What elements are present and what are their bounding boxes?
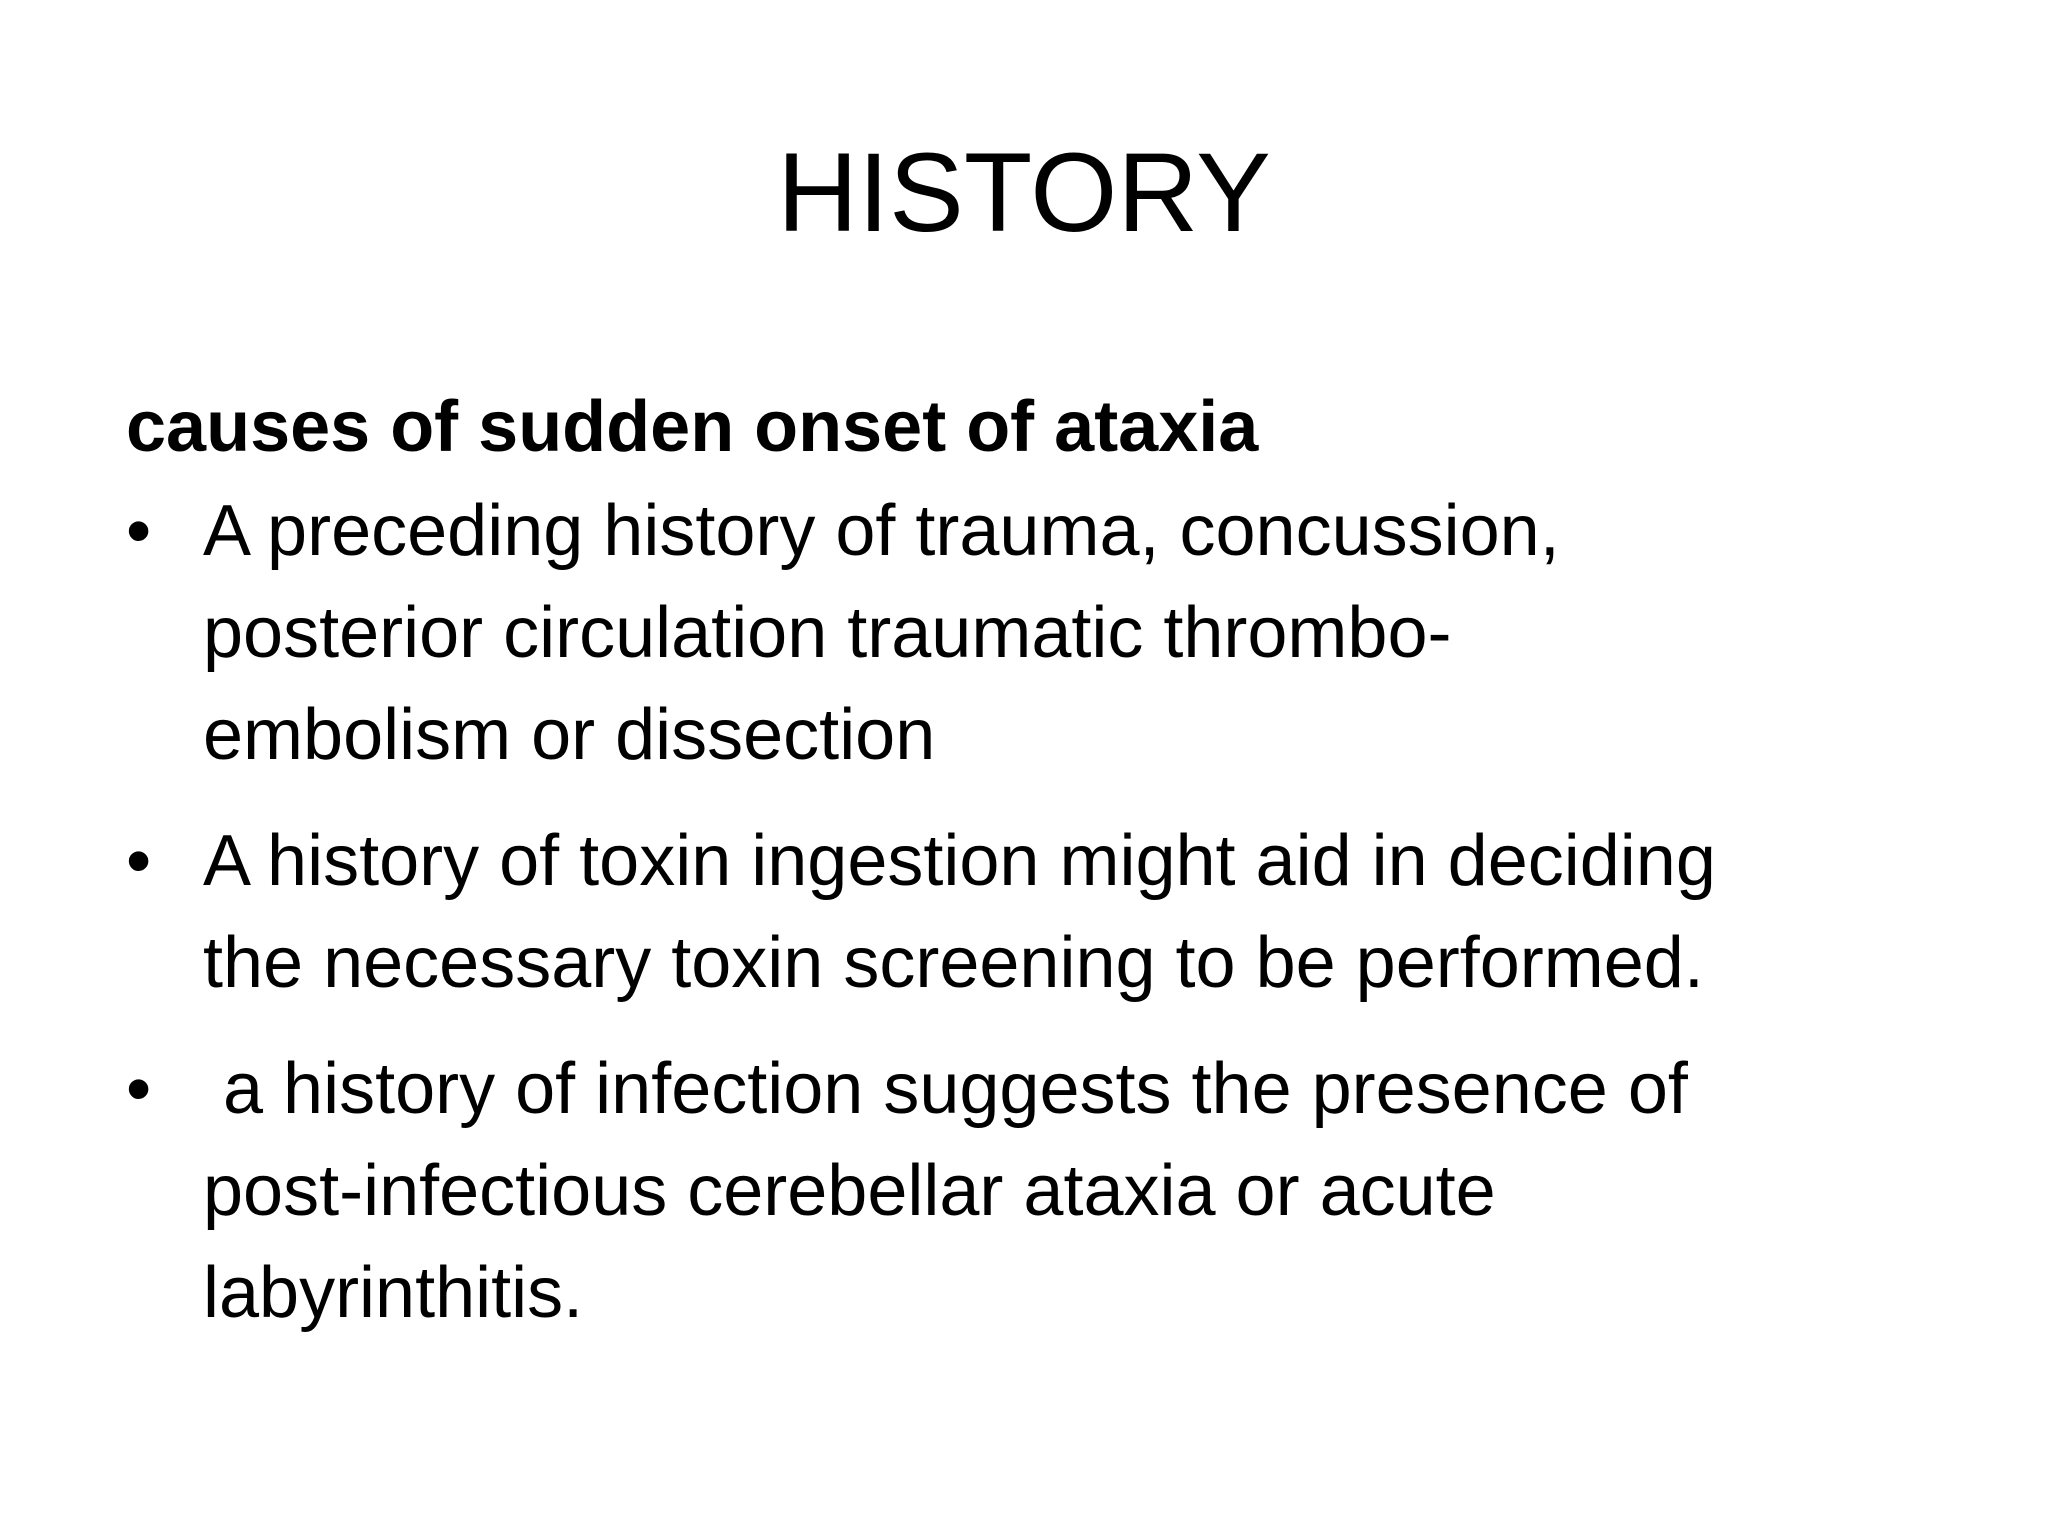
bullet-line: A preceding history of trauma, concussion, [203, 491, 1560, 571]
bullet-line: posterior circulation traumatic thrombo- [203, 593, 1452, 673]
bullet-line: labyrinthitis. [203, 1253, 584, 1333]
bullet-dot-icon: • [126, 491, 152, 571]
bullet-item-trauma [126, 480, 1926, 786]
slide-title: HISTORY [777, 130, 1271, 255]
bullet-line: A history of toxin ingestion might aid in deciding [203, 821, 1716, 901]
bullet-dot-icon: • [126, 821, 152, 901]
bullet-item-infection [126, 1038, 1926, 1344]
bullet-line: post-infectious cerebellar ataxia or acute [203, 1151, 1496, 1231]
bullet-list [126, 480, 1926, 1344]
bullet-line: embolism or dissection [203, 695, 936, 775]
bullet-item-toxin [126, 810, 1926, 1014]
bullet-line: the necessary toxin screening to be performed. [203, 923, 1704, 1003]
bullet-line: a history of infection suggests the presence of [203, 1049, 1688, 1129]
bullet-dot-icon: • [126, 1049, 152, 1129]
subheading: causes of sudden onset of ataxia [126, 387, 1259, 467]
slide-content [126, 382, 1926, 1368]
